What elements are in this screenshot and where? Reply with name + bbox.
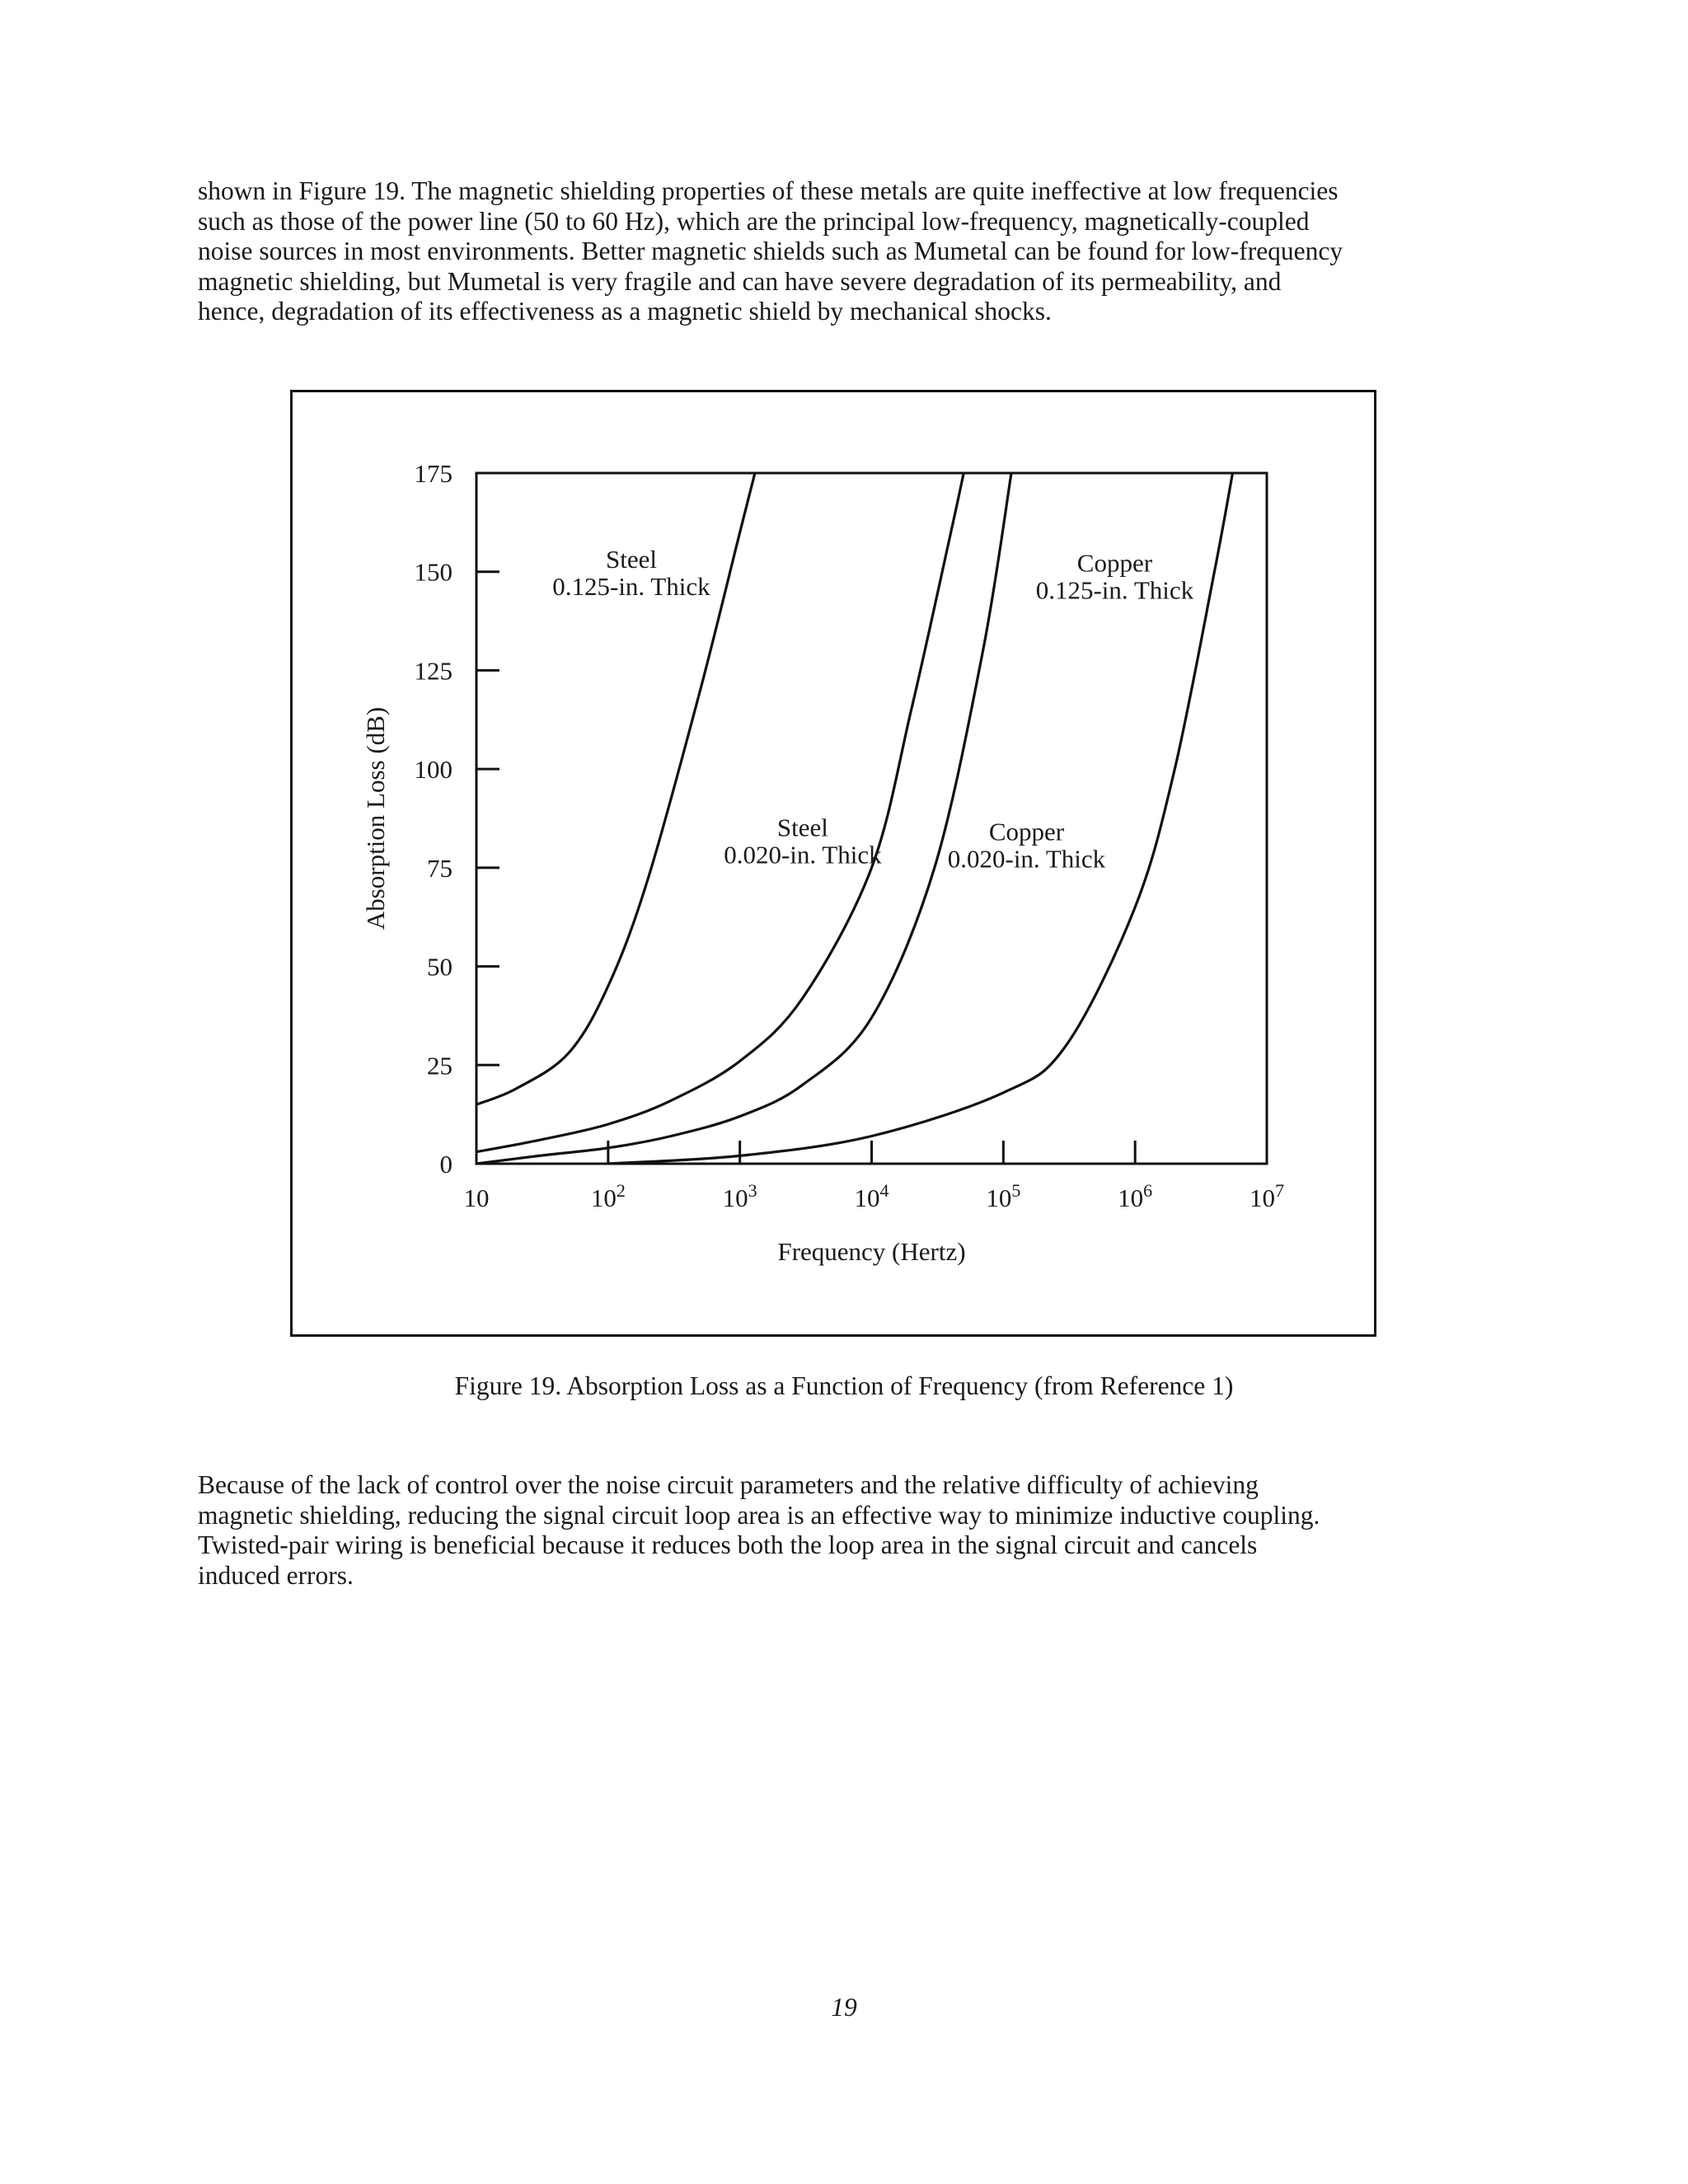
series-label-4: Copper	[988, 817, 1065, 846]
x-tick-label: 10	[463, 1183, 490, 1212]
paragraph-line: Because of the lack of control over the noise circuit parameters and the relative difficulty of achieving	[198, 1470, 1259, 1499]
series-label-2: 0.020-in. Thick	[724, 840, 882, 869]
series-label-3: Copper	[1076, 548, 1153, 578]
paragraph-line: magnetic shielding, but Mumetal is very fragile and can have severe degradation of its permeability, and	[198, 266, 1282, 296]
figure-caption: Figure 19. Absorption Loss as a Function of Frequency (from Reference 1)	[454, 1371, 1234, 1400]
y-axis-label: Absorption Loss (dB)	[361, 706, 390, 930]
series-label-1: Steel	[605, 544, 657, 574]
y-tick-label: 150	[414, 557, 452, 587]
y-tick-label: 100	[414, 755, 452, 785]
page-number: 19	[831, 1993, 857, 2022]
x-tick-label: $10^2$	[590, 1180, 626, 1212]
series-label-1: 0.125-in. Thick	[552, 571, 710, 601]
y-tick-label: 75	[427, 853, 452, 883]
paragraph-line: hence, degradation of its effectiveness as a magnetic shield by mechanical shocks.	[198, 297, 1052, 326]
y-tick-label: 0	[439, 1150, 452, 1179]
series-line-2	[476, 473, 964, 1152]
x-axis-label: Frequency (Hertz)	[777, 1237, 966, 1266]
series-label-2: Steel	[776, 813, 828, 842]
y-tick-label: 50	[427, 952, 452, 982]
paragraph-line: such as those of the power line (50 to 60 Hz), which are the principal low-frequency, magnetically-coupled	[198, 206, 1310, 236]
y-tick-label: 25	[427, 1051, 452, 1080]
series-label-4: 0.020-in. Thick	[947, 844, 1106, 874]
x-tick-label: $10^7$	[1250, 1180, 1284, 1212]
paragraph-line: noise sources in most environments. Better magnetic shields such as Mumetal can be found for low-frequency	[198, 237, 1343, 265]
series-label-3: 0.125-in. Thick	[1035, 575, 1194, 605]
x-tick-label: $10^6$	[1118, 1180, 1153, 1212]
paragraph-line: shown in Figure 19. The magnetic shielding properties of these metals are quite ineffective at low frequencies	[198, 176, 1339, 205]
paragraph-line: Twisted-pair wiring is beneficial because it reduces both the loop area in the signal circuit and cancels	[198, 1530, 1258, 1559]
y-tick-label: 125	[414, 656, 452, 686]
paragraph-line: induced errors.	[198, 1560, 354, 1590]
body-paragraph-2	[198, 1470, 1492, 1591]
paragraph-line: magnetic shielding, reducing the signal circuit loop area is an effective way to minimize inductive coupling.	[198, 1500, 1320, 1530]
x-tick-label: $10^4$	[854, 1180, 889, 1212]
x-tick-label: $10^5$	[986, 1180, 1021, 1212]
y-tick-label: 175	[414, 459, 452, 488]
x-tick-label: $10^3$	[722, 1180, 757, 1212]
